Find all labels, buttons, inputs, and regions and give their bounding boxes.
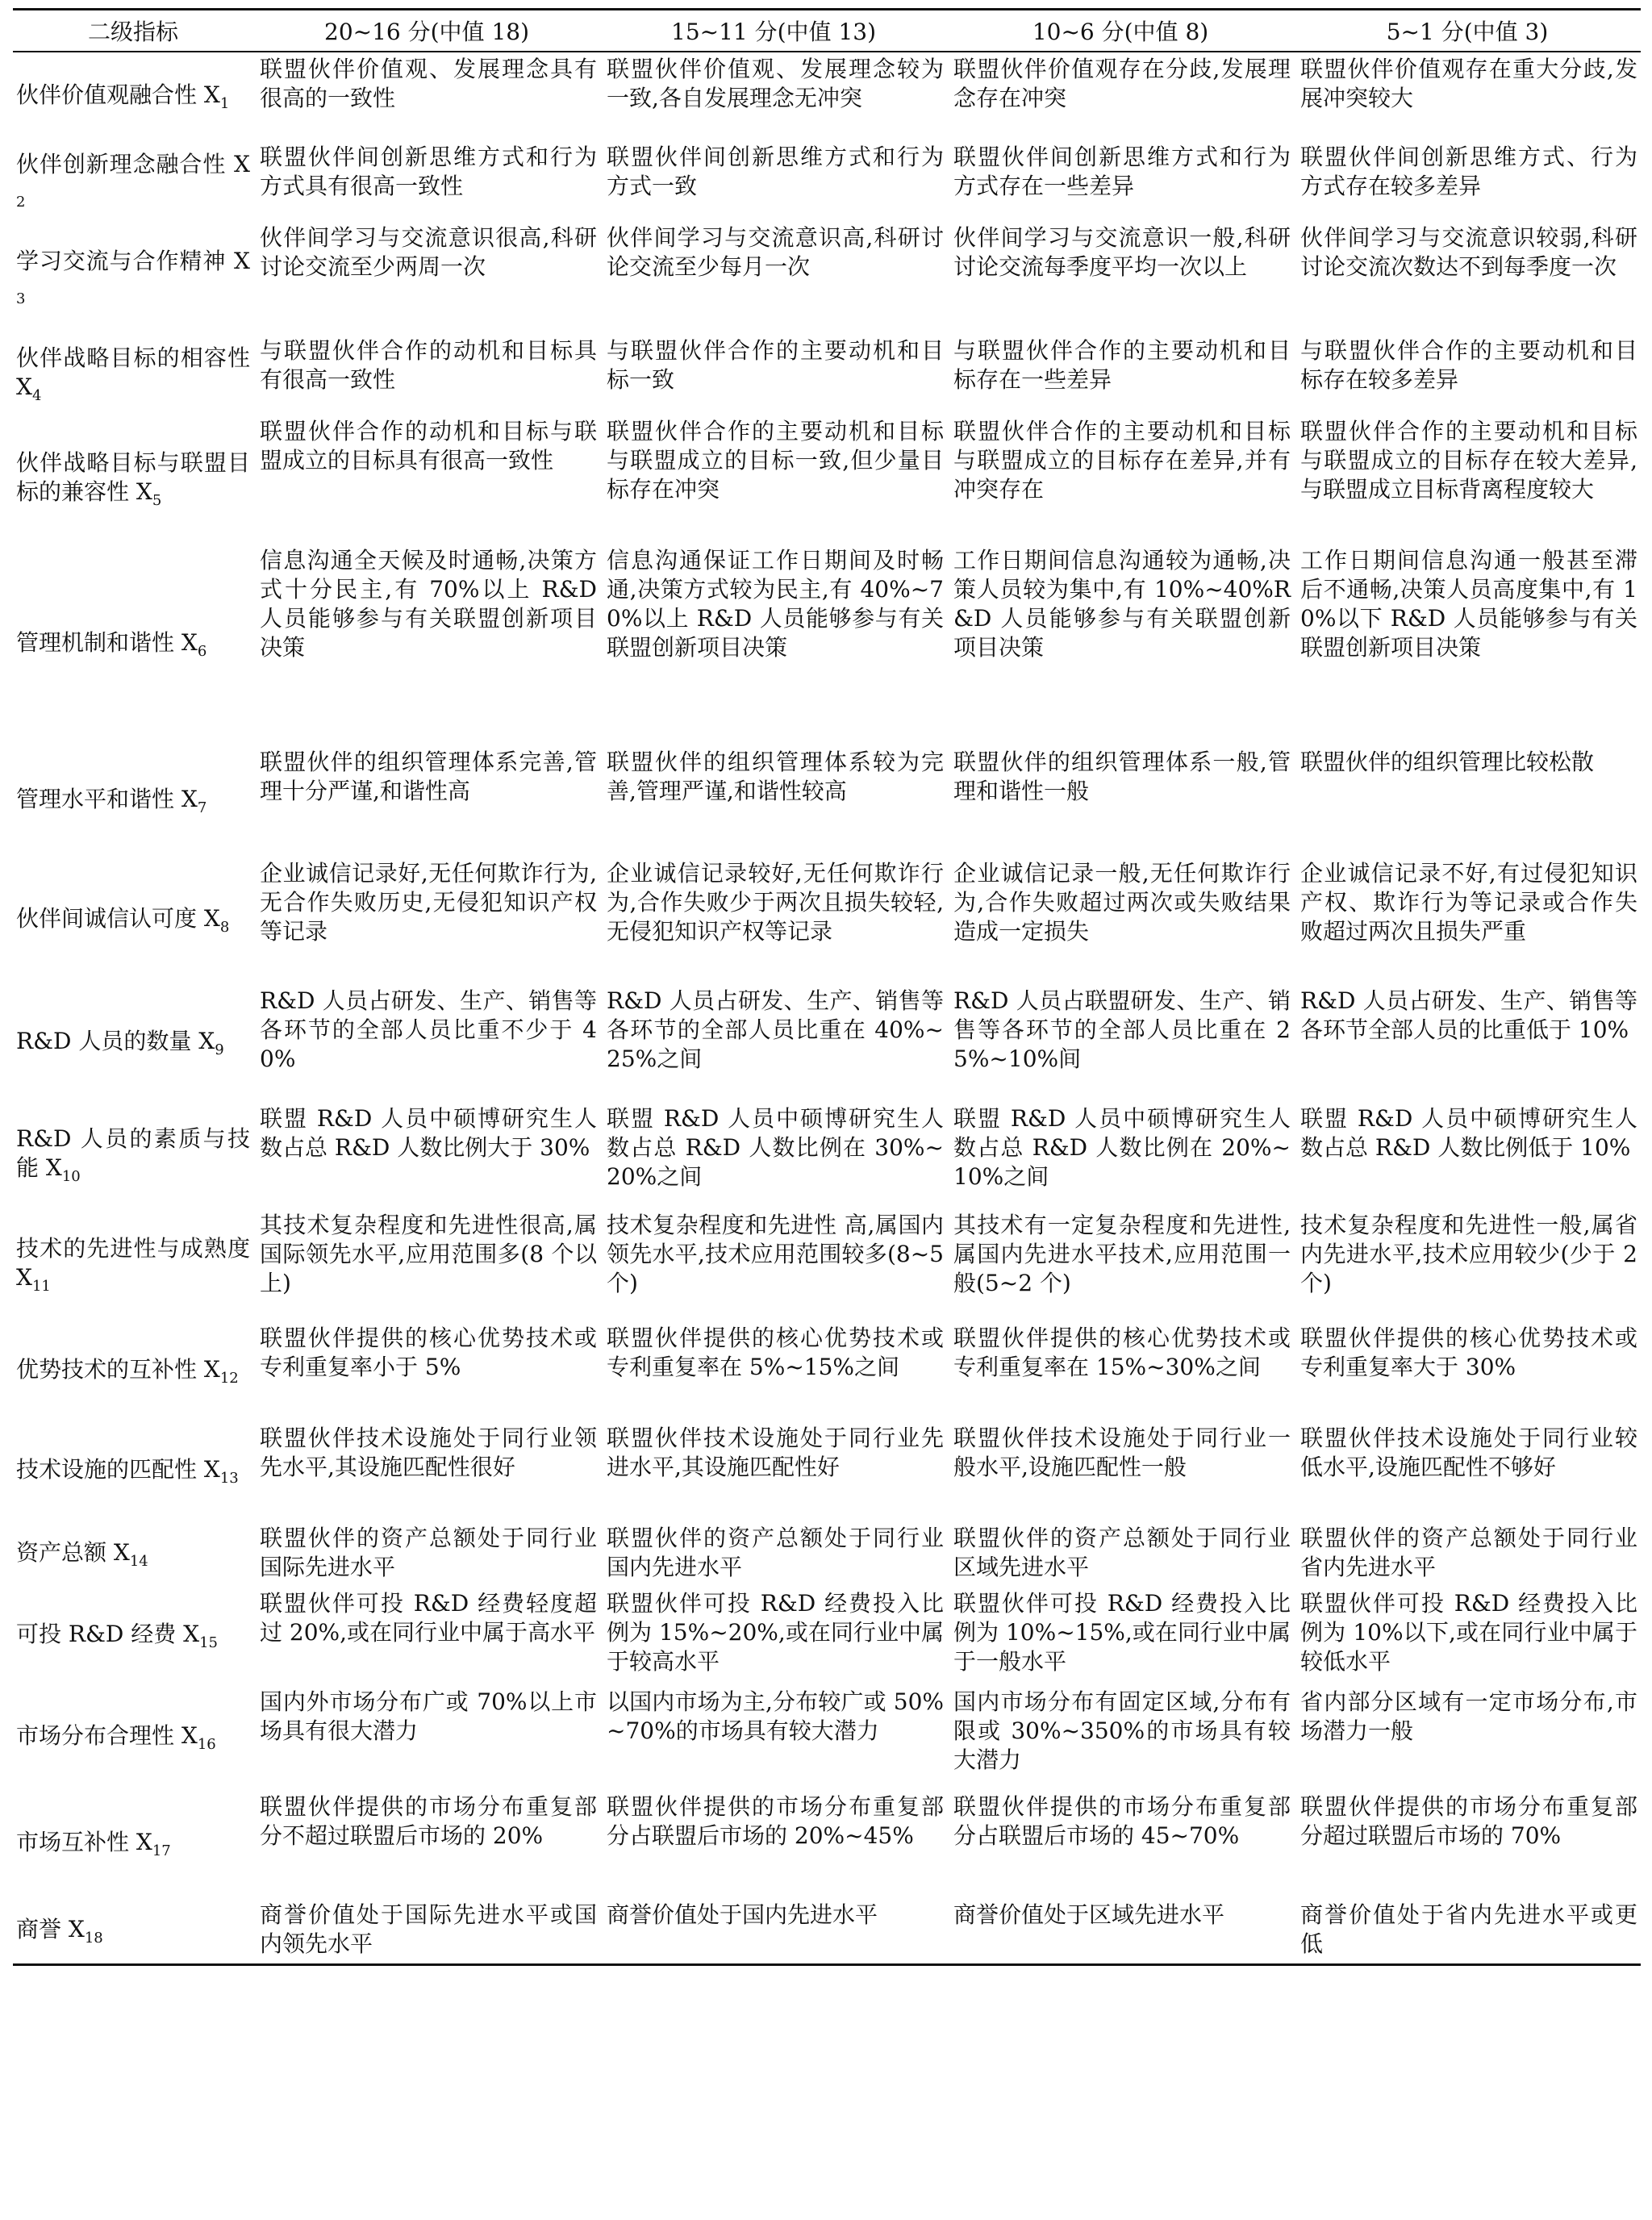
score-criteria-cell: 联盟伙伴价值观、发展理念具有很高的一致性 [260, 55, 597, 111]
score-criteria-cell: 工作日期间信息沟通一般甚至滞后不通畅,决策人员高度集中,有 10%以下 R&D 人员能够参与有关联盟创新项目决策 [1300, 546, 1637, 661]
score-criteria-cell: 联盟伙伴可投 R&D 经费投入比例为 15%~20%,或在同行业中属于较高水平 [607, 1589, 944, 1675]
indicator-name: 学习交流与合作精神 X [16, 248, 250, 274]
indicator-name: 伙伴战略目标的相容性 X [16, 344, 250, 400]
indicator-subscript: 6 [197, 643, 207, 660]
score-criteria-cell: 与联盟伙伴合作的主要动机和目标存在较多差异 [1300, 336, 1637, 393]
score-criteria-cell: 联盟 R&D 人员中硕博研究生人数占总 R&D 人数比例低于 10% [1300, 1104, 1637, 1161]
score-criteria-cell: 商誉价值处于区域先进水平 [947, 1898, 1294, 1965]
score-criteria-cell: R&D 人员占研发、生产、销售等各环节的全部人员比重在 40%~25%之间 [607, 987, 944, 1072]
indicator-subscript: 15 [199, 1634, 218, 1651]
score-criteria-cell: 联盟伙伴间创新思维方式和行为方式存在一些差异 [953, 143, 1291, 199]
score-criteria-cell: 联盟伙伴技术设施处于同行业较低水平,设施匹配性不够好 [1300, 1424, 1637, 1480]
indicator-subscript: 17 [152, 1842, 171, 1859]
score-criteria-cell: 与联盟伙伴合作的动机和目标具有很高一致性 [260, 336, 597, 393]
indicator-name: 管理水平和谐性 X [16, 786, 198, 812]
score-criteria-cell: 联盟伙伴技术设施处于同行业先进水平,其设施匹配性好 [607, 1424, 944, 1480]
indicator-cell [13, 334, 253, 415]
indicator-subscript: 10 [61, 1168, 81, 1185]
indicator-cell [13, 52, 253, 140]
score-criteria-cell: 以国内市场为主,分布较广或 50%~70%的市场具有较大潜力 [607, 1688, 944, 1744]
score-criteria-cell: 联盟伙伴的资产总额处于同行业国际先进水平 [260, 1524, 597, 1580]
table-row [13, 1421, 1641, 1521]
score-criteria-cell: 其技术复杂程度和先进性很高,属国际领先水平,应用范围多(8 个以上) [260, 1211, 597, 1296]
indicator-cell [13, 984, 253, 1102]
table-row [13, 857, 1641, 984]
table-body [13, 52, 1641, 1965]
indicator-cell [13, 1321, 253, 1421]
indicator-name: 可投 R&D 经费 X [16, 1621, 200, 1647]
indicator-subscript: 13 [219, 1470, 239, 1487]
indicator-cell [13, 140, 253, 221]
indicator-subscript: 7 [197, 799, 207, 816]
indicator-name: 商誉 X [16, 1915, 85, 1942]
score-criteria-cell: 商誉价值处于国际先进水平或国内领先水平 [253, 1898, 600, 1965]
table-row [13, 1587, 1641, 1685]
score-criteria-cell: 联盟伙伴间创新思维方式、行为方式存在较多差异 [1300, 143, 1637, 199]
indicator-cell [13, 1587, 253, 1685]
score-criteria-cell: 联盟伙伴技术设施处于同行业领先水平,其设施匹配性很好 [260, 1424, 597, 1480]
score-criteria-cell: 联盟伙伴可投 R&D 经费轻度超过 20%,或在同行业中属于高水平 [260, 1589, 597, 1646]
indicator-name: 伙伴价值观融合性 X [16, 81, 220, 108]
indicator-cell [13, 1898, 253, 1965]
score-criteria-cell: 商誉价值处于国内先进水平 [600, 1898, 947, 1965]
table-header [13, 10, 1641, 52]
score-criteria-cell: 联盟伙伴合作的主要动机和目标与联盟成立的目标一致,但少量目标存在冲突 [607, 417, 944, 503]
score-criteria-cell: 联盟伙伴提供的核心优势技术或专利重复率在 15%~30%之间 [953, 1324, 1291, 1380]
indicator-cell [13, 1208, 253, 1321]
table-row [13, 415, 1641, 544]
score-criteria-cell: R&D 人员占研发、生产、销售等各环节全部人员的比重低于 10% [1300, 987, 1637, 1043]
indicator-subscript: 2 [16, 194, 26, 211]
table-row [13, 1321, 1641, 1421]
score-criteria-cell: 联盟伙伴间创新思维方式和行为方式具有很高一致性 [260, 143, 597, 199]
indicator-cell [13, 544, 253, 745]
indicator-name: 伙伴间诚信认可度 X [16, 905, 220, 932]
table-row [13, 221, 1641, 334]
score-criteria-cell: 联盟伙伴间创新思维方式和行为方式一致 [607, 143, 944, 199]
score-criteria-cell: 其技术有一定复杂程度和先进性,属国内先进水平技术,应用范围一般(5~2 个) [953, 1211, 1291, 1296]
indicator-cell [13, 857, 253, 984]
score-criteria-cell: 企业诚信记录一般,无任何欺诈行为,合作失败超过两次或失败结果造成一定损失 [953, 859, 1291, 945]
score-criteria-cell: 伙伴间学习与交流意识一般,科研讨论交流每季度平均一次以上 [953, 223, 1291, 280]
score-criteria-cell: 联盟伙伴的组织管理比较松散 [1300, 748, 1595, 775]
score-criteria-cell: 联盟伙伴价值观存在分歧,发展理念存在冲突 [953, 55, 1291, 111]
indicator-cell [13, 1685, 253, 1790]
table-row [13, 1790, 1641, 1898]
score-criteria-cell: 技术复杂程度和先进性 高,属国内领先水平,技术应用范围较多(8~5 个) [607, 1211, 944, 1296]
score-criteria-cell: 信息沟通全天候及时通畅,决策方式十分民主,有 70%以上 R&D 人员能够参与有关联盟创新项目决策 [260, 546, 597, 661]
indicator-name: R&D 人员的数量 X [16, 1028, 215, 1054]
indicator-cell [13, 1421, 253, 1521]
score-criteria-cell: 信息沟通保证工作日期间及时畅通,决策方式较为民主,有 40%~70%以上 R&D 人员能够参与有关联盟创新项目决策 [607, 546, 944, 661]
score-criteria-cell: 联盟伙伴的资产总额处于同行业省内先进水平 [1300, 1524, 1637, 1580]
score-criteria-cell: 联盟伙伴的组织管理体系一般,管理和谐性一般 [953, 748, 1291, 804]
score-criteria-cell: 国内市场分布有固定区域,分布有限或 30%~350%的市场具有较大潜力 [953, 1688, 1291, 1773]
indicator-subscript: 16 [197, 1736, 216, 1753]
indicator-name: R&D 人员的素质与技能 X [16, 1125, 250, 1181]
document-page [13, 8, 1641, 1966]
score-criteria-cell: 联盟 R&D 人员中硕博研究生人数占总 R&D 人数比例大于 30% [260, 1104, 597, 1161]
indicator-subscript: 1 [219, 94, 230, 112]
score-criteria-cell: 联盟伙伴提供的市场分布重复部分占联盟后市场的 45~70% [953, 1792, 1291, 1849]
indicator-name: 市场互补性 X [16, 1829, 152, 1855]
score-criteria-cell: 联盟伙伴提供的核心优势技术或专利重复率小于 5% [260, 1324, 597, 1380]
score-criteria-cell: 联盟伙伴提供的市场分布重复部分超过联盟后市场的 70% [1300, 1792, 1637, 1849]
score-criteria-cell: 联盟伙伴价值观、发展理念较为一致,各自发展理念无冲突 [607, 55, 944, 111]
table-row [13, 745, 1641, 857]
indicator-name: 市场分布合理性 X [16, 1722, 198, 1749]
table-row [13, 1102, 1641, 1208]
score-criteria-cell: 与联盟伙伴合作的主要动机和目标存在一些差异 [953, 336, 1291, 393]
score-criteria-cell: 联盟伙伴的组织管理体系较为完善,管理严谨,和谐性较高 [607, 748, 944, 804]
indicator-cell [13, 221, 253, 334]
header-score-10-6: 10~6 分(中值 8) [947, 10, 1294, 52]
indicator-name: 优势技术的互补性 X [16, 1356, 220, 1383]
indicator-cell [13, 1102, 253, 1208]
indicator-name: 技术设施的匹配性 X [16, 1456, 220, 1483]
table-row [13, 1521, 1641, 1587]
score-criteria-cell: 联盟伙伴价值观存在重大分歧,发展冲突较大 [1300, 55, 1637, 111]
indicator-subscript: 8 [219, 919, 230, 936]
table-row [13, 52, 1641, 140]
header-score-5-1: 5~1 分(中值 3) [1294, 10, 1641, 52]
score-criteria-cell: 联盟伙伴技术设施处于同行业一般水平,设施匹配性一般 [953, 1424, 1291, 1480]
score-criteria-cell: 伙伴间学习与交流意识很高,科研讨论交流至少两周一次 [260, 223, 597, 280]
table-row [13, 334, 1641, 415]
score-criteria-cell: 联盟伙伴的资产总额处于同行业区域先进水平 [953, 1524, 1291, 1580]
indicator-scoring-table [13, 8, 1641, 1966]
table-row [13, 1685, 1641, 1790]
indicator-cell [13, 415, 253, 544]
header-score-20-16: 20~16 分(中值 18) [253, 10, 600, 52]
table-row [13, 544, 1641, 745]
score-criteria-cell: 联盟伙伴提供的核心优势技术或专利重复率大于 30% [1300, 1324, 1637, 1380]
indicator-name: 伙伴创新理念融合性 X [16, 151, 250, 177]
header-indicator: 二级指标 [13, 10, 253, 52]
indicator-cell [13, 1521, 253, 1587]
table-row [13, 1208, 1641, 1321]
score-criteria-cell: 联盟伙伴提供的市场分布重复部分不超过联盟后市场的 20% [260, 1792, 597, 1849]
score-criteria-cell: 工作日期间信息沟通较为通畅,决策人员较为集中,有 10%~40%R&D 人员能够参与有关联盟创新项目决策 [953, 546, 1291, 661]
score-criteria-cell: 省内部分区域有一定市场分布,市场潜力一般 [1300, 1688, 1637, 1744]
indicator-cell [13, 1790, 253, 1898]
indicator-subscript: 9 [215, 1041, 224, 1058]
score-criteria-cell: 联盟伙伴合作的主要动机和目标与联盟成立的目标存在较大差异,与联盟成立目标背离程度较大 [1300, 417, 1637, 503]
indicator-name: 伙伴战略目标与联盟目标的兼容性 X [16, 449, 250, 505]
indicator-subscript: 3 [16, 290, 26, 307]
score-criteria-cell: 联盟伙伴可投 R&D 经费投入比例为 10%以下,或在同行业中属于较低水平 [1300, 1589, 1637, 1675]
score-criteria-cell: 商誉价值处于省内先进水平或更低 [1294, 1898, 1641, 1965]
score-criteria-cell: 国内外市场分布广或 70%以上市场具有很大潜力 [260, 1688, 597, 1744]
indicator-subscript: 4 [31, 387, 42, 404]
score-criteria-cell: 联盟伙伴提供的核心优势技术或专利重复率在 5%~15%之间 [607, 1324, 944, 1380]
header-score-15-11: 15~11 分(中值 13) [600, 10, 947, 52]
indicator-subscript: 18 [84, 1929, 103, 1947]
indicator-name: 资产总额 X [16, 1538, 130, 1566]
indicator-subscript: 5 [152, 492, 162, 509]
score-criteria-cell: 联盟 R&D 人员中硕博研究生人数占总 R&D 人数比例在 30%~20%之间 [607, 1104, 944, 1190]
table-row [13, 1898, 1641, 1965]
score-criteria-cell: 联盟伙伴的资产总额处于同行业国内先进水平 [607, 1524, 944, 1580]
table-row [13, 140, 1641, 221]
indicator-name: 管理机制和谐性 X [16, 629, 198, 656]
indicator-subscript: 14 [129, 1552, 148, 1570]
score-criteria-cell: 联盟伙伴的组织管理体系完善,管理十分严谨,和谐性高 [260, 748, 597, 804]
score-criteria-cell: 企业诚信记录较好,无任何欺诈行为,合作失败少于两次且损失较轻,无侵犯知识产权等记录 [607, 859, 944, 945]
score-criteria-cell: 企业诚信记录好,无任何欺诈行为,无合作失败历史,无侵犯知识产权等记录 [260, 859, 597, 945]
indicator-cell [13, 745, 253, 857]
header-row [13, 10, 1641, 52]
score-criteria-cell: 联盟 R&D 人员中硕博研究生人数占总 R&D 人数比例在 20%~10%之间 [953, 1104, 1291, 1190]
score-criteria-cell: R&D 人员占联盟研发、生产、销售等各环节的全部人员比重在 25%~10%间 [953, 987, 1291, 1072]
score-criteria-cell: 技术复杂程度和先进性一般,属省内先进水平,技术应用较少(少于 2 个) [1300, 1211, 1637, 1296]
score-criteria-cell: 与联盟伙伴合作的主要动机和目标一致 [607, 336, 944, 393]
score-criteria-cell: 联盟伙伴可投 R&D 经费投入比例为 10%~15%,或在同行业中属于一般水平 [953, 1589, 1291, 1675]
table-row [13, 984, 1641, 1102]
score-criteria-cell: 伙伴间学习与交流意识高,科研讨论交流至少每月一次 [607, 223, 944, 280]
indicator-subscript: 12 [219, 1370, 239, 1387]
score-criteria-cell: 联盟伙伴提供的市场分布重复部分占联盟后市场的 20%~45% [607, 1792, 944, 1849]
indicator-name: 技术的先进性与成熟度 X [16, 1235, 250, 1291]
score-criteria-cell: 伙伴间学习与交流意识较弱,科研讨论交流次数达不到每季度一次 [1300, 223, 1637, 280]
score-criteria-cell: 联盟伙伴合作的主要动机和目标与联盟成立的目标存在差异,并有冲突存在 [953, 417, 1291, 503]
score-criteria-cell: 企业诚信记录不好,有过侵犯知识产权、欺诈行为等记录或合作失败超过两次且损失严重 [1300, 859, 1637, 945]
score-criteria-cell: 联盟伙伴合作的动机和目标与联盟成立的目标具有很高一致性 [260, 417, 597, 474]
score-criteria-cell: R&D 人员占研发、生产、销售等各环节的全部人员比重不少于 40% [260, 987, 597, 1072]
indicator-subscript: 11 [31, 1278, 51, 1295]
